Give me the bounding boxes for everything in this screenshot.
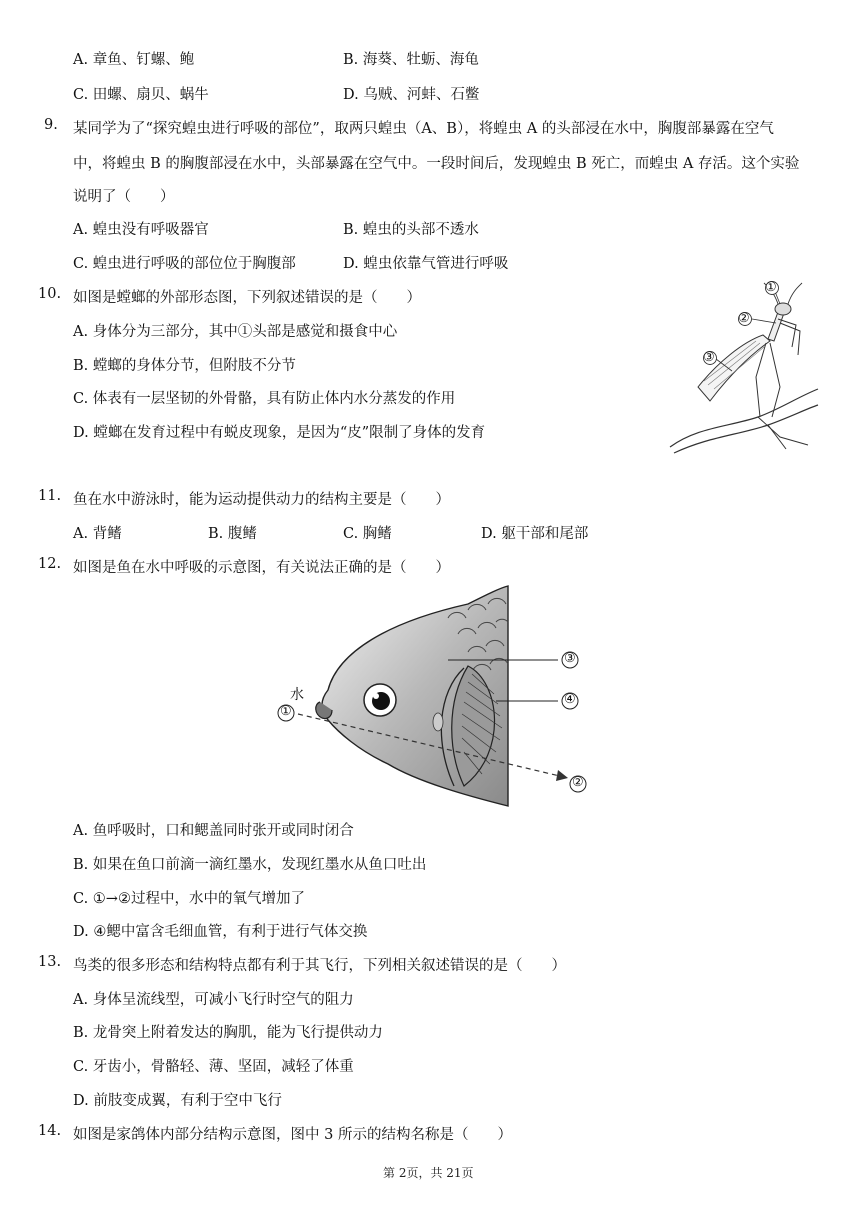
q11-option-d: D. 躯干部和尾部 [481,526,589,542]
q11-option-b: B. 腹鳍 [208,526,257,542]
q8-option-c: C. 田螺、扇贝、蜗牛 [73,87,209,103]
q13-number: 13. [38,954,62,970]
q13-stem: 鸟类的很多形态和结构特点都有利于其飞行，下列相关叙述错误的是（ ） [73,958,566,974]
q9-number: 9. [44,117,58,133]
fish-label-1: ① [280,704,292,719]
q10-number: 10. [38,286,62,302]
page-footer: 第 2页，共 21页 [383,1166,474,1180]
q14-stem: 如图是家鸽体内部分结构示意图，图中 3 所示的结构名称是（ ） [73,1127,512,1143]
q12-stem: 如图是鱼在水中呼吸的示意图，有关说法正确的是（ ） [73,560,450,576]
q12-option-c: C. ①→②过程中，水中的氧气增加了 [73,891,305,907]
q13-option-b: B. 龙骨突上附着发达的胸肌，能为飞行提供动力 [73,1025,383,1041]
mantis-figure [668,277,820,455]
q9-stem-line1: 某同学为了“探究蝗虫进行呼吸的部位”，取两只蝗虫（A、B），将蝗虫 A 的头部浸在水中，胸腹部暴露在空气 [73,121,774,137]
q14-number: 14. [38,1123,62,1139]
q13-option-a: A. 身体呈流线型，可减小飞行时空气的阻力 [73,992,354,1008]
q10-stem: 如图是螳螂的外部形态图，下列叙述错误的是（ ） [73,290,421,306]
q12-option-a: A. 鱼呼吸时，口和鳃盖同时张开或同时闭合 [73,823,354,839]
q9-option-c: C. 蝗虫进行呼吸的部位位于胸腹部 [73,256,296,272]
q10-option-c: C. 体表有一层坚韧的外骨骼，具有防止体内水分蒸发的作用 [73,391,456,407]
mantis-label-3: ③ [703,350,715,365]
q12-number: 12. [38,556,62,572]
mantis-label-1: ① [765,280,777,295]
q8-option-a: A. 章鱼、钉螺、鲍 [73,52,195,68]
q11-option-c: C. 胸鳍 [343,526,392,542]
fish-label-2: ② [572,775,584,790]
fish-label-4: ④ [564,692,576,707]
q9-stem-line3: 说明了（ ） [73,189,175,205]
q9-stem-line2: 中，将蝗虫 B 的胸腹部浸在水中，头部暴露在空气中。一段时间后，发现蝗虫 B 死亡，而蝗虫 A 存活。这个实验 [73,156,800,172]
q8-option-d: D. 乌贼、河蚌、石鳖 [343,87,480,103]
fish-water-label: 水 [290,687,304,703]
q10-option-d: D. 螳螂在发育过程中有蜕皮现象，是因为“皮”限制了身体的发育 [73,425,486,441]
q10-option-b: B. 螳螂的身体分节，但附肢不分节 [73,358,296,374]
q13-option-d: D. 前肢变成翼，有利于空中飞行 [73,1093,282,1109]
fish-figure [268,582,598,810]
q12-option-b: B. 如果在鱼口前滴一滴红墨水，发现红墨水从鱼口吐出 [73,857,427,873]
q9-option-b: B. 蝗虫的头部不透水 [343,222,479,238]
q11-option-a: A. 背鳍 [73,526,122,542]
q9-option-a: A. 蝗虫没有呼吸器官 [73,222,209,238]
fish-label-3: ③ [564,651,576,666]
q10-option-a: A. 身体分为三部分，其中①头部是感觉和摄食中心 [73,324,398,340]
q11-stem: 鱼在水中游泳时，能为运动提供动力的结构主要是（ ） [73,492,450,508]
q11-number: 11. [38,488,62,504]
q8-option-b: B. 海葵、牡蛎、海龟 [343,52,479,68]
q12-option-d: D. ④鳃中富含毛细血管，有利于进行气体交换 [73,924,368,940]
mantis-label-2: ② [738,311,750,326]
q9-option-d: D. 蝗虫依靠气管进行呼吸 [343,256,509,272]
q13-option-c: C. 牙齿小，骨骼轻、薄、坚固，减轻了体重 [73,1059,354,1075]
